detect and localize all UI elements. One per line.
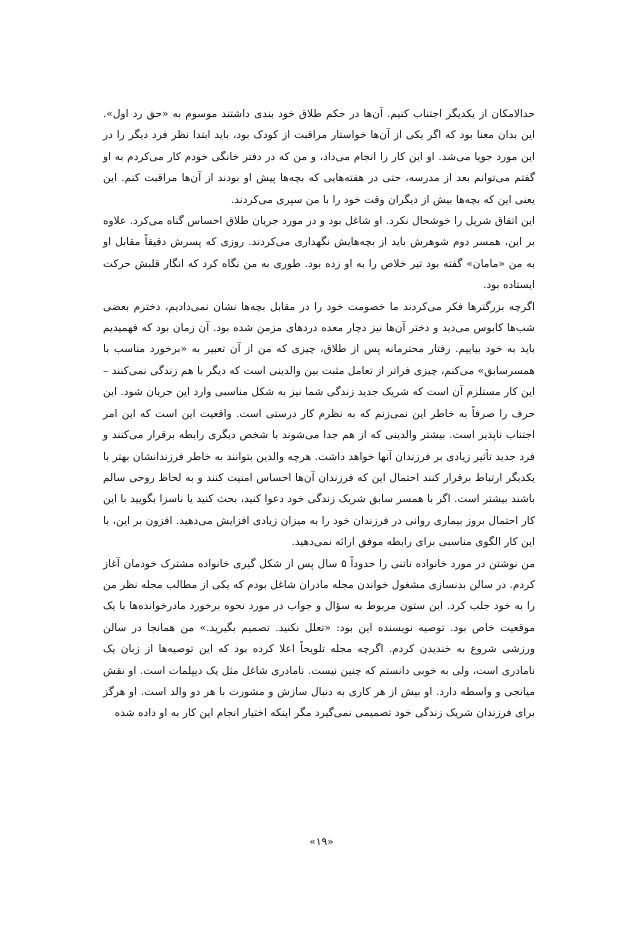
paragraph: حدالامکان از یکدیگر اجتناب کنیم. آن‌ها در حکم طلاق خود بندی داشتند موسوم به «حق رد اول». این بدان معنا بود که اگر یکی از آن‌ها خواستار مراقبت از کودک بود، باید ابتدا نظر فرد دیگر را در این مورد جویا می‌شد. او این کار را انجام می‌داد، و من که در دفتر خانگی خودم کار می‌کردم به او گفتم می‌توانم بعد از مدرسه، حتی در هفته‌هایی که بچه‌ها پیش او بودند از آن‌ها مراقبت کنم. این یعنی این که بچه‌ها بیش از دیگران وقت خود را با من سپری می‌کردند.: [103, 108, 535, 206]
paragraph: اگرچه بزرگترها فکر می‌کردند ما خصومت خود را در مقابل بچه‌ها نشان نمی‌دادیم، دخترم بعضی شب‌ها کابوس می‌دید و دختر آن‌ها نیز دچار معده دردهای مزمن شده بود. آن زمان بود که فهمیدیم باید به خود بیاییم. رفتار محترمانه پس از طلاق، چیزی که من از آن تعبیر به «برخورد مناسب با همسرسابق» می‌کنم، چیزی فراتر از تعامل مثبت بین والدینی است که دیگر با هم زندگی نمی‌کنند – این کار مستلزم آن است که شریک جدید زندگی شما نیز به شکل مناسبی وارد این جریان شود. این حرف را صرفاً به خاطر این نمی‌زنم که به نظرم کار درستی است. واقعیت این است که این امر اجتناب ناپذیر است. بیشتر والدینی که از هم جدا می‌شوند با شخص دیگری رابطه برقرار می‌کنند و فرد جدید تأثیر زیادی بر فرزندان آنها خواهد داشت. هرچه والدین بتوانند به خاطر فرزندانشان بهتر با یکدیگر ارتباط برقرار کنند احتمال این که فرزندان آن‌ها احساس امنیت کنند و به لحاظ روحی سالم باشند بیشتر است. اگر با همسر سابق شریک زندگی خود دعوا کنید، بحث کنید یا ناسزا بگویید با این کار احتمال بروز بیماری روانی در فرزندان خود را به میزان زیادی افزایش می‌دهید. افزون بر این، با این کار الگوی مناسبی برای رابطه موفق ارائه نمی‌دهید.: [103, 300, 535, 549]
body-text: [103, 104, 535, 725]
paragraph: من نوشتن در مورد خانواده ناتنی را حدوداً ۵ سال پس از شکل گیری خانواده مشترک خودمان آغاز کردم. در سالن بدنسازی مشغول خواندن مجله مادران شاغل بودم که یکی از مطالب مجله نظر من را به خود جلب کرد. این ستون مربوط به سؤال و جواب در مورد نحوه برخورد مادرخوانده‌ها با یک موقعیت خاص بود. توصیه نویسنده این بود: «تعلل نکنید. تصمیم بگیرید.» من همانجا در سالن ورزشی شروع به خندیدن کردم. اگرچه مجله تلویحاً اعلا کرده بود که این توصیه‌ها از زبان یک نامادری است، ولی به خوبی دانستم که چنین نیست. نامادری شاغل مثل یک دیپلمات است. او نقش میانجی و واسطه دارد. او بیش از هر کاری به دنبال سازش و مشورت با هر دو والد است. او هرگز برای فرزندان شریک زندگی خود تصمیمی نمی‌گیرد مگر اینکه اختیار انجام این کار به او داده شده: [103, 557, 535, 720]
page-number: «۱۹»: [309, 836, 334, 848]
paragraph: این اتفاق شریل را خوشحال نکرد. او شاغل بود و در مورد جریان طلاق احساس گناه می‌کرد. علاوه بر این، همسر دوم شوهرش باید از بچه‌هایش نگهداری می‌کردند. روزی که پسرش دقیقاً مقابل او به من «مامان» گفته بود تیر خلاص را به او زده بود. طوری به من نگاه کرد که انگار قلبش حرکت ایستاده بود.: [103, 215, 535, 292]
